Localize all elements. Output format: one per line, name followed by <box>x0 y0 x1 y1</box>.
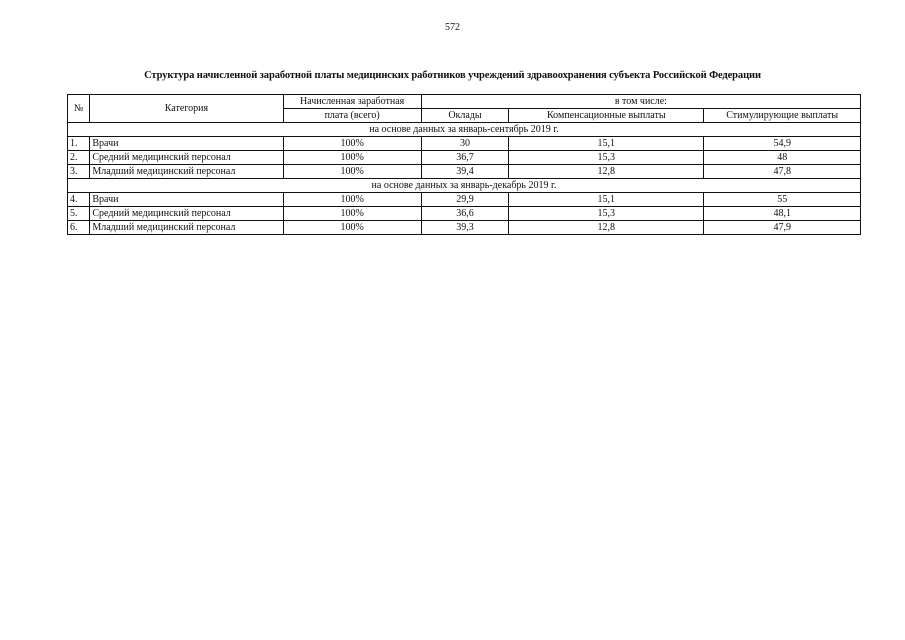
row-stimulating: 48,1 <box>704 207 861 221</box>
header-compensation: Компенсационные выплаты <box>509 109 704 123</box>
row-num: 2. <box>68 151 90 165</box>
row-compensation: 12,8 <box>509 221 704 235</box>
table-row <box>68 151 861 165</box>
row-stimulating: 55 <box>704 193 861 207</box>
row-num: 5. <box>68 207 90 221</box>
header-total-line2: плата (всего) <box>283 109 421 123</box>
row-num: 4. <box>68 193 90 207</box>
row-compensation: 15,1 <box>509 193 704 207</box>
section-row <box>68 179 861 193</box>
row-total: 100% <box>283 165 421 179</box>
row-num: 1. <box>68 137 90 151</box>
header-num: № <box>68 95 90 123</box>
row-total: 100% <box>283 193 421 207</box>
row-num: 3. <box>68 165 90 179</box>
row-stimulating: 47,9 <box>704 221 861 235</box>
row-category: Врачи <box>90 193 283 207</box>
header-category: Категория <box>90 95 283 123</box>
row-compensation: 12,8 <box>509 165 704 179</box>
table-row <box>68 165 861 179</box>
row-num: 6. <box>68 221 90 235</box>
row-compensation: 15,3 <box>509 151 704 165</box>
row-salary: 36,7 <box>421 151 508 165</box>
row-salary: 36,6 <box>421 207 508 221</box>
row-total: 100% <box>283 207 421 221</box>
header-stimulating: Стимулирующие выплаты <box>704 109 861 123</box>
row-total: 100% <box>283 137 421 151</box>
row-category: Средний медицинский персонал <box>90 207 283 221</box>
row-category: Врачи <box>90 137 283 151</box>
header-total-line1: Начисленная заработная <box>283 95 421 109</box>
page-number: 572 <box>445 22 460 33</box>
row-stimulating: 47,8 <box>704 165 861 179</box>
header-including: в том числе: <box>421 95 860 109</box>
row-total: 100% <box>283 151 421 165</box>
section-row <box>68 123 861 137</box>
row-total: 100% <box>283 221 421 235</box>
row-category: Младший медицинский персонал <box>90 221 283 235</box>
header-salary: Оклады <box>421 109 508 123</box>
row-compensation: 15,1 <box>509 137 704 151</box>
row-salary: 30 <box>421 137 508 151</box>
row-category: Младший медицинский персонал <box>90 165 283 179</box>
salary-structure-table <box>67 94 861 235</box>
row-salary: 39,3 <box>421 221 508 235</box>
table-header-row-1 <box>68 95 861 109</box>
section-label: на основе данных за январь-декабрь 2019 г. <box>68 179 861 193</box>
table-row <box>68 221 861 235</box>
table-row <box>68 193 861 207</box>
row-salary: 29,9 <box>421 193 508 207</box>
row-stimulating: 48 <box>704 151 861 165</box>
table-row <box>68 137 861 151</box>
table-row <box>68 207 861 221</box>
document-title: Структура начисленной заработной платы медицинских работников учреждений здравоохранения субъекта Российской Федерации <box>144 70 761 81</box>
row-compensation: 15,3 <box>509 207 704 221</box>
section-label: на основе данных за январь-сентябрь 2019 г. <box>68 123 861 137</box>
row-category: Средний медицинский персонал <box>90 151 283 165</box>
row-stimulating: 54,9 <box>704 137 861 151</box>
row-salary: 39,4 <box>421 165 508 179</box>
